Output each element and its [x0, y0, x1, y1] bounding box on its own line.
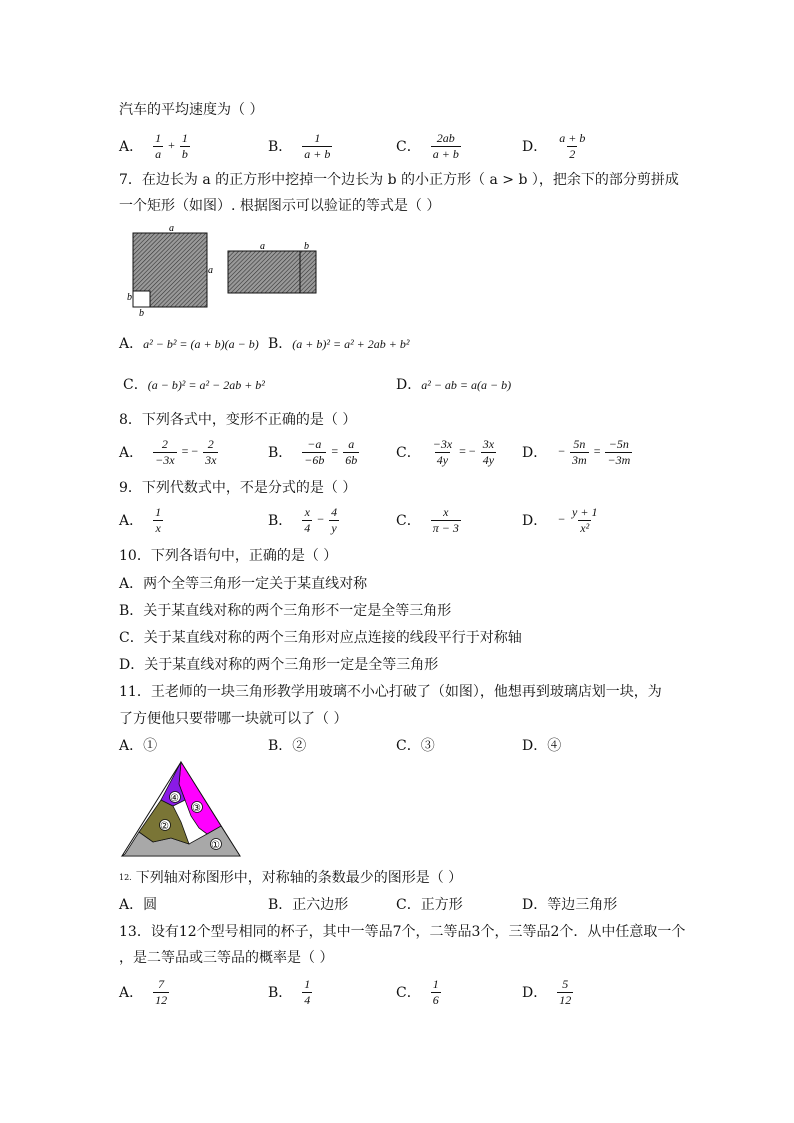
denominator: 4y [436, 452, 449, 467]
operator: − [317, 511, 325, 526]
option-expression [151, 977, 171, 1008]
denominator: 12 [559, 992, 572, 1007]
denominator: 6b [345, 452, 358, 467]
option-label: A． [119, 445, 144, 461]
denominator: −6b [304, 452, 325, 467]
q9-options [119, 500, 679, 540]
numerator: 1 [314, 130, 321, 145]
label-rect-a: a [260, 241, 265, 252]
option-expression [429, 977, 443, 1008]
option-label: B． [268, 139, 293, 155]
q10-option-a: A．两个全等三角形一定关于某直线对称 [119, 576, 368, 592]
option-expression [151, 505, 165, 536]
fraction [302, 977, 312, 1008]
fraction [343, 437, 359, 468]
q12-stem: 12. 下列轴对称图形中，对称轴的条数最少的图形是（ ） [119, 870, 463, 886]
option-label: B． [268, 513, 293, 529]
fraction [431, 505, 461, 536]
q12-option-a: A．圆 [119, 897, 158, 913]
denominator: b [181, 146, 188, 161]
numerator: a [348, 436, 355, 451]
option-label: C． [396, 513, 421, 529]
q7-option-b-expr: (a + b)² = a² + 2ab + b² [292, 337, 410, 351]
option-label: C． [396, 445, 421, 461]
option-expression [555, 505, 601, 536]
option-expression [429, 131, 463, 162]
label-rect-b: b [304, 241, 309, 252]
fraction [570, 437, 589, 468]
operator: − [558, 443, 566, 458]
option-expression [151, 437, 220, 468]
q6-stem-tail: 汽车的平均速度为（ ） [119, 102, 264, 118]
numerator: 2 [161, 436, 168, 451]
q11-option-a: A．① [119, 738, 158, 754]
small-square [133, 291, 150, 307]
option-label: D． [522, 985, 548, 1001]
piece-1-label: ① [211, 840, 220, 851]
q7-option-d: D．a² − ab = a(a − b) [396, 377, 512, 393]
numerator: 7 [158, 976, 165, 991]
numerator: −3x [432, 436, 453, 451]
q12-number: 12. [119, 873, 132, 882]
fraction [557, 131, 587, 162]
option-a [119, 972, 171, 1012]
option-b [268, 500, 341, 540]
q7-option-b: B．(a + b)² = a² + 2ab + b² [268, 336, 410, 352]
fraction [570, 505, 599, 536]
numerator: a + b [559, 130, 586, 145]
option-expression [429, 437, 498, 468]
option-expression [555, 977, 575, 1008]
q12-option-c: C．正方形 [396, 897, 463, 913]
option-label: B． [268, 445, 293, 461]
numerator: 2 [207, 436, 214, 451]
q11-option-c: C．③ [396, 738, 435, 754]
numerator: x [443, 504, 449, 519]
q12-option-b: B．正六边形 [268, 897, 349, 913]
q8-stem: 8．下列各式中，变形不正确的是（ ） [119, 412, 357, 428]
numerator: 1 [432, 976, 439, 991]
denominator: 4 [304, 992, 311, 1007]
denominator: x² [580, 520, 590, 535]
fraction [481, 437, 496, 468]
denominator: x [155, 520, 161, 535]
piece-4-label: ④ [170, 793, 179, 804]
operator: − [558, 511, 566, 526]
q10-option-d: D．关于某直线对称的两个三角形一定是全等三角形 [119, 657, 439, 673]
option-expression [555, 131, 589, 162]
numerator: y + 1 [572, 504, 598, 519]
label-bottom-b: b [139, 308, 144, 318]
q7-stem-line2: 一个矩形（如图）. 根据图示可以验证的等式是（ ） [119, 198, 441, 214]
option-d [522, 432, 634, 472]
denominator: π − 3 [432, 520, 459, 535]
denominator: −3m [607, 452, 631, 467]
q10-option-b: B．关于某直线对称的两个三角形不一定是全等三角形 [119, 603, 452, 619]
option-a [119, 500, 165, 540]
q9-stem: 9．下列代数式中，不是分式的是（ ） [119, 480, 357, 496]
fraction [431, 131, 461, 162]
numerator: 1 [155, 504, 162, 519]
fraction [431, 977, 441, 1008]
denominator: −3x [155, 452, 175, 467]
q13-options [119, 972, 679, 1012]
option-expression [300, 505, 341, 536]
label-left-b: b [127, 292, 132, 303]
rearranged-rectangle [228, 251, 316, 293]
fraction [203, 437, 218, 468]
denominator: y [331, 520, 337, 535]
denominator: a + b [304, 146, 331, 161]
q11-broken-glass-figure [119, 760, 243, 858]
q7-option-c: C．(a − b)² = a² − 2ab + b² [123, 377, 265, 393]
fraction [302, 437, 326, 468]
q11-option-d: D．④ [522, 738, 562, 754]
denominator: 3x [205, 452, 217, 467]
option-c [396, 126, 463, 166]
fraction [605, 437, 632, 468]
option-a [119, 126, 192, 166]
numerator: 4 [331, 504, 338, 519]
numerator: −a [307, 436, 322, 451]
option-expression [151, 131, 192, 162]
option-c [396, 432, 498, 472]
q7-option-a: A．a² − b² = (a + b)(a − b) [119, 336, 259, 352]
q10-stem: 10．下列各语句中，正确的是（ ） [119, 548, 338, 564]
option-label: A． [119, 513, 144, 529]
numerator: 5 [562, 976, 569, 991]
piece-3-label: ③ [192, 803, 201, 814]
option-expression [300, 977, 314, 1008]
q11-stem-line2: 了方便他只要带哪一块就可以了（ ） [119, 711, 348, 727]
numerator: 2ab [436, 130, 455, 145]
option-expression [429, 505, 463, 536]
label-right-a: a [208, 265, 213, 276]
numerator: 3x [482, 436, 495, 451]
option-c [396, 972, 443, 1012]
denominator: 6 [432, 992, 439, 1007]
option-expression [300, 437, 361, 468]
piece-2-label: ② [160, 821, 169, 832]
operator: + [168, 137, 175, 152]
option-expression [300, 131, 334, 162]
numerator: 1 [155, 130, 162, 145]
option-b [268, 972, 314, 1012]
numerator: 5n [573, 436, 586, 451]
label-top-a: a [169, 223, 174, 234]
q8-options [119, 432, 679, 472]
q11-stem-line1: 11．王老师的一块三角形教学用玻璃不小心打破了（如图），他想再到玻璃店划一块，为 [119, 684, 662, 700]
q13-stem-line1: 13．设有12个型号相同的杯子，其中一等品7个，二等品3个，三等品2个．从中任意取一个 [119, 924, 686, 940]
denominator: 2 [569, 146, 576, 161]
option-d [522, 126, 589, 166]
q7-stem-line1: 7．在边长为 a 的正方形中挖掉一个边长为 b 的小正方形（ a > b ），把余下的部分剪拼成 [119, 172, 679, 188]
numerator: −5n [608, 436, 629, 451]
fraction [180, 131, 190, 162]
q7-option-a-expr: a² − b² = (a + b)(a − b) [143, 337, 259, 351]
operator: = − [459, 443, 476, 458]
fraction [431, 437, 454, 468]
q7-option-c-expr: (a − b)² = a² − 2ab + b² [147, 378, 265, 392]
operator: = [331, 443, 339, 458]
option-expression [555, 437, 634, 468]
denominator: 12 [155, 992, 168, 1007]
numerator: x [304, 504, 310, 519]
option-label: D． [522, 445, 548, 461]
denominator: 4y [482, 452, 495, 467]
option-label: B． [268, 985, 293, 1001]
option-a [119, 432, 220, 472]
option-label: A． [119, 985, 144, 1001]
option-b [268, 432, 361, 472]
denominator: a [155, 146, 162, 161]
option-label: C． [396, 985, 421, 1001]
fraction [302, 131, 332, 162]
fraction [302, 505, 312, 536]
numerator: 1 [181, 130, 188, 145]
option-b [268, 126, 334, 166]
fraction [153, 437, 176, 468]
fraction [153, 977, 169, 1008]
option-d [522, 500, 601, 540]
q6-options [119, 126, 679, 166]
q10-option-c: C．关于某直线对称的两个三角形对应点连接的线段平行于对称轴 [119, 630, 522, 646]
fraction [557, 977, 573, 1008]
fraction [329, 505, 339, 536]
q11-option-b: B．② [268, 738, 307, 754]
option-label: D． [522, 139, 548, 155]
numerator: 1 [304, 976, 311, 991]
q7-figure [119, 222, 329, 318]
operator: = [593, 443, 601, 458]
option-label: A． [119, 139, 144, 155]
q7-option-d-expr: a² − ab = a(a − b) [421, 378, 512, 392]
option-c [396, 500, 463, 540]
q13-stem-line2: ，是二等品或三等品的概率是（ ） [119, 950, 334, 966]
denominator: 3m [572, 452, 587, 467]
denominator: a + b [432, 146, 459, 161]
fraction [153, 131, 163, 162]
option-d [522, 972, 575, 1012]
fraction [153, 505, 163, 536]
denominator: 4 [304, 520, 311, 535]
option-label: D． [522, 513, 548, 529]
operator: = − [181, 443, 199, 458]
option-label: C． [396, 139, 421, 155]
q12-option-d: D．等边三角形 [522, 897, 618, 913]
